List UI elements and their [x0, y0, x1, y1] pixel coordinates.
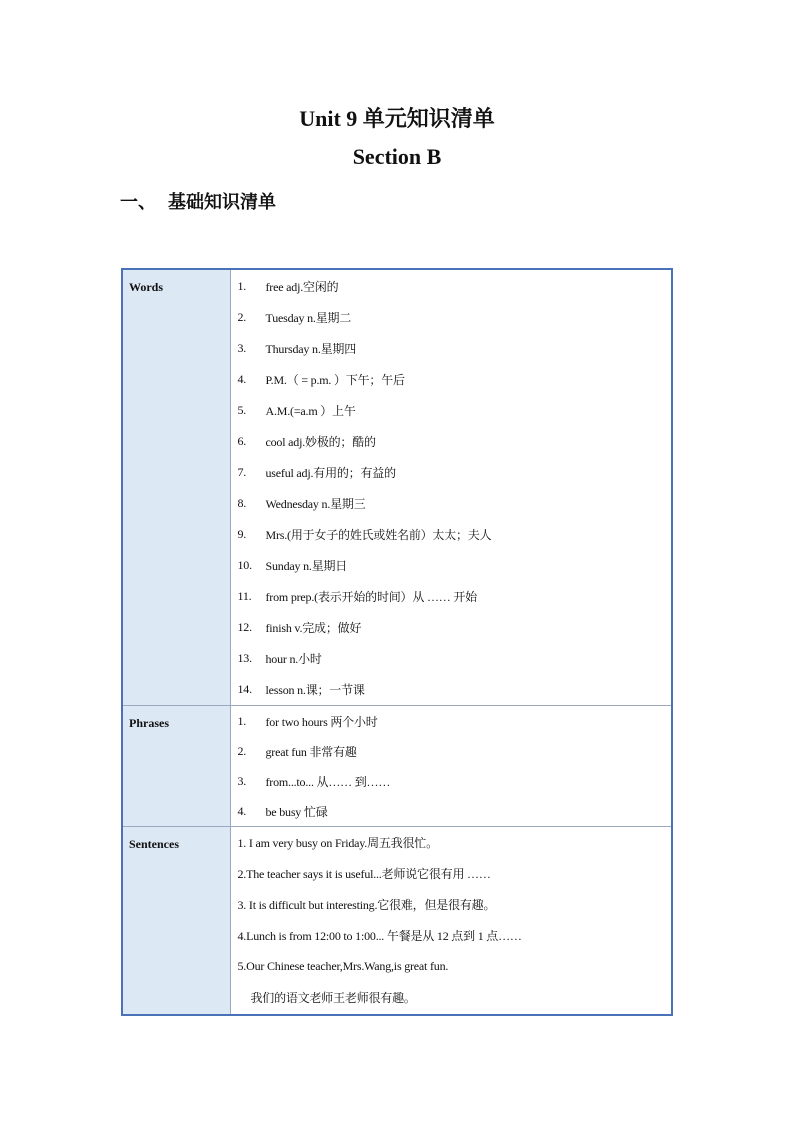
item-text: finish v.完成；做好 — [265, 621, 362, 635]
sentences-label: Sentences — [122, 827, 230, 1015]
item-text: lesson n.课；一节课 — [265, 683, 365, 697]
item-text: great fun 非常有趣 — [265, 744, 357, 759]
words-row — [122, 269, 672, 706]
item-number: 9. — [237, 527, 247, 541]
item-number: 8. — [237, 496, 247, 510]
list-item — [231, 612, 672, 643]
item-number: 2. — [237, 310, 247, 324]
list-item — [231, 488, 672, 519]
heading-text: 基础知识清单 — [168, 192, 276, 213]
item-text: Mrs.(用于女子的姓氏或姓名前）太太；夫人 — [265, 528, 492, 542]
sentence-item: 1. I am very busy on Friday.周五我很忙。 — [237, 836, 438, 850]
list-item — [231, 674, 672, 705]
item-text: hour n.小时 — [265, 652, 322, 666]
item-number: 1. — [237, 713, 247, 728]
item-number: 6. — [237, 434, 247, 448]
item-text: be busy 忙碌 — [265, 804, 328, 819]
sentence-translation: 我们的语文老师王老师很有趣。 — [250, 991, 416, 1005]
item-number: 1. — [237, 279, 247, 293]
list-item — [231, 364, 672, 395]
sentence-item: 5.Our Chinese teacher,Mrs.Wang,is great fun. — [237, 959, 449, 973]
sentence-item: 4.Lunch is from 12:00 to 1:00... 午餐是从 12 点到 1 点…… — [237, 929, 522, 943]
heading-number: 一、 — [120, 192, 156, 213]
knowledge-table — [121, 268, 673, 1016]
list-item — [231, 333, 672, 364]
item-number: 4. — [237, 372, 247, 386]
list-item — [231, 519, 672, 550]
phrases-label: Phrases — [122, 706, 230, 827]
sentences-row — [122, 827, 672, 1015]
item-number: 4. — [237, 803, 247, 818]
list-item — [231, 643, 672, 674]
item-number: 14. — [237, 682, 252, 696]
list-item — [231, 581, 672, 612]
item-number: 13. — [237, 651, 252, 665]
item-number: 3. — [237, 341, 247, 355]
phrases-cell — [230, 706, 672, 827]
list-item — [231, 395, 672, 426]
list-item — [231, 302, 672, 333]
item-number: 2. — [237, 743, 247, 758]
item-text: P.M.（ = p.m. ）下午；午后 — [265, 373, 405, 387]
item-text: Sunday n.星期日 — [265, 559, 348, 573]
list-item — [231, 736, 672, 766]
item-text: Tuesday n.星期二 — [265, 311, 352, 325]
item-text: Thursday n.星期四 — [265, 342, 357, 356]
phrases-row — [122, 706, 672, 827]
item-number: 10. — [237, 558, 252, 572]
section-subtitle: Section B — [352, 144, 442, 169]
item-text: for two hours 两个小时 — [265, 714, 378, 729]
item-text: useful adj.有用的；有益的 — [265, 466, 396, 480]
list-item — [231, 426, 672, 457]
item-number: 5. — [237, 403, 247, 417]
item-text: from...to... 从…… 到…… — [265, 774, 391, 789]
item-number: 12. — [237, 620, 252, 634]
item-number: 7. — [237, 465, 247, 479]
list-item — [231, 706, 672, 736]
item-text: from prep.(表示开始的时间）从 …… 开始 — [265, 590, 477, 604]
words-cell — [230, 269, 672, 706]
sentences-cell — [230, 827, 672, 1015]
item-number: 11. — [237, 589, 252, 603]
item-text: free adj.空闲的 — [265, 280, 339, 294]
list-item — [231, 550, 672, 581]
section-heading — [120, 188, 276, 214]
item-text: Wednesday n.星期三 — [265, 497, 366, 511]
page-title: Unit 9 单元知识清单 — [299, 106, 495, 131]
list-item — [231, 766, 672, 796]
sentence-item: 2.The teacher says it is useful...老师说它很有用 …… — [237, 867, 491, 881]
words-label: Words — [122, 269, 230, 706]
list-item — [231, 796, 672, 826]
item-text: cool adj.妙极的；酷的 — [265, 435, 376, 449]
list-item — [231, 457, 672, 488]
list-item — [231, 271, 672, 302]
item-text: A.M.(=a.m ）上午 — [265, 404, 356, 418]
sentence-item: 3. It is difficult but interesting.它很难，但是很有趣。 — [237, 898, 496, 912]
item-number: 3. — [237, 773, 247, 788]
